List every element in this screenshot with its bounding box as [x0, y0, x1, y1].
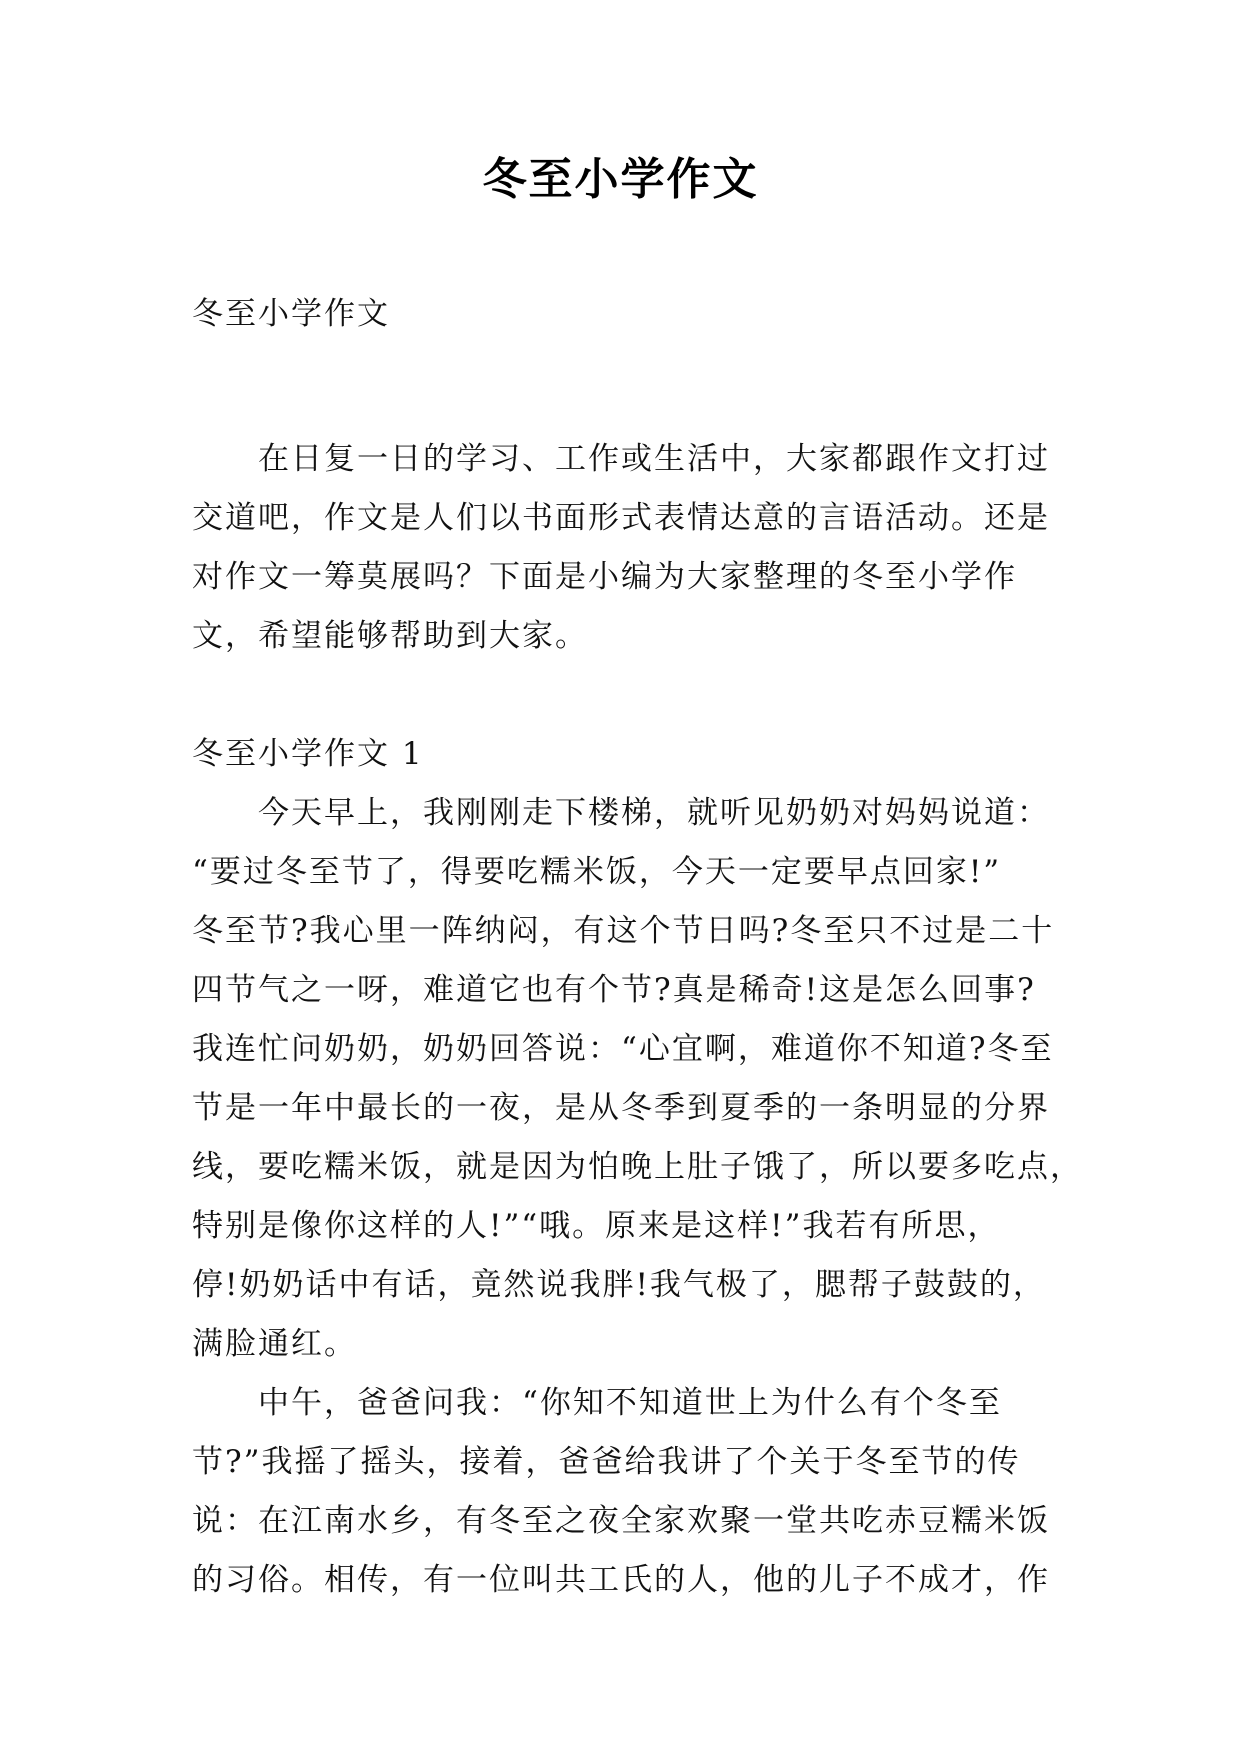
paragraph-line: 节是一年中最长的一夜，是从冬季到夏季的一条明显的分界	[192, 1090, 1050, 1126]
document-subtitle: 冬至小学作文	[192, 296, 390, 332]
spacer	[192, 344, 1052, 430]
paragraph-line: 特别是像你这样的人!”“哦。原来是这样!”我若有所思，	[192, 1208, 1001, 1244]
paragraph-line: 今天早上，我刚刚走下楼梯，就听见奶奶对妈妈说道：	[258, 795, 1050, 831]
intro-line: 在日复一日的学习、工作或生活中，大家都跟作文打过	[258, 441, 1050, 477]
essay-paragraph-1	[192, 784, 1083, 1374]
paragraph-line: 中午，爸爸问我：“你知不知道世上为什么有个冬至	[258, 1385, 1002, 1421]
paragraph-line: 冬至节?我心里一阵纳闷，有这个节日吗?冬至只不过是二十	[192, 913, 1055, 949]
intro-line: 文，希望能够帮助到大家。	[192, 618, 588, 654]
essay-paragraph-2	[192, 1374, 1052, 1610]
paragraph-line: 的习俗。相传，有一位叫共工氏的人，他的儿子不成才，作	[192, 1562, 1050, 1598]
paragraph-line: 我连忙问奶奶，奶奶回答说：“心宜啊，难道你不知道?冬至	[192, 1031, 1054, 1067]
paragraph-line: 节?”我摇了摇头，接着，爸爸给我讲了个关于冬至节的传	[192, 1444, 1021, 1480]
intro-line: 对作文一筹莫展吗？下面是小编为大家整理的冬至小学作	[192, 559, 1017, 595]
paragraph-line: 四节气之一呀，难道它也有个节?真是稀奇!这是怎么回事?	[192, 972, 1036, 1008]
paragraph-line: 满脸通红。	[192, 1326, 357, 1362]
paragraph-line: 停!奶奶话中有话，竟然说我胖!我气极了，腮帮子鼓鼓的，	[192, 1267, 1046, 1303]
spacer	[192, 666, 1052, 725]
paragraph-line: “要过冬至节了，得要吃糯米饭，今天一定要早点回家!”	[192, 854, 1002, 890]
intro-line: 交道吧，作文是人们以书面形式表情达意的言语活动。还是	[192, 500, 1050, 536]
paragraph-line: 线，要吃糯米饭，就是因为怕晚上肚子饿了，所以要多吃点，	[192, 1149, 1083, 1185]
paragraph-line: 说：在江南水乡，有冬至之夜全家欢聚一堂共吃赤豆糯米饭	[192, 1503, 1050, 1539]
document-title: 冬至小学作文	[482, 154, 759, 205]
document-body	[192, 285, 1083, 1610]
intro-paragraph	[192, 430, 1052, 666]
section-heading: 冬至小学作文 1	[192, 736, 424, 772]
